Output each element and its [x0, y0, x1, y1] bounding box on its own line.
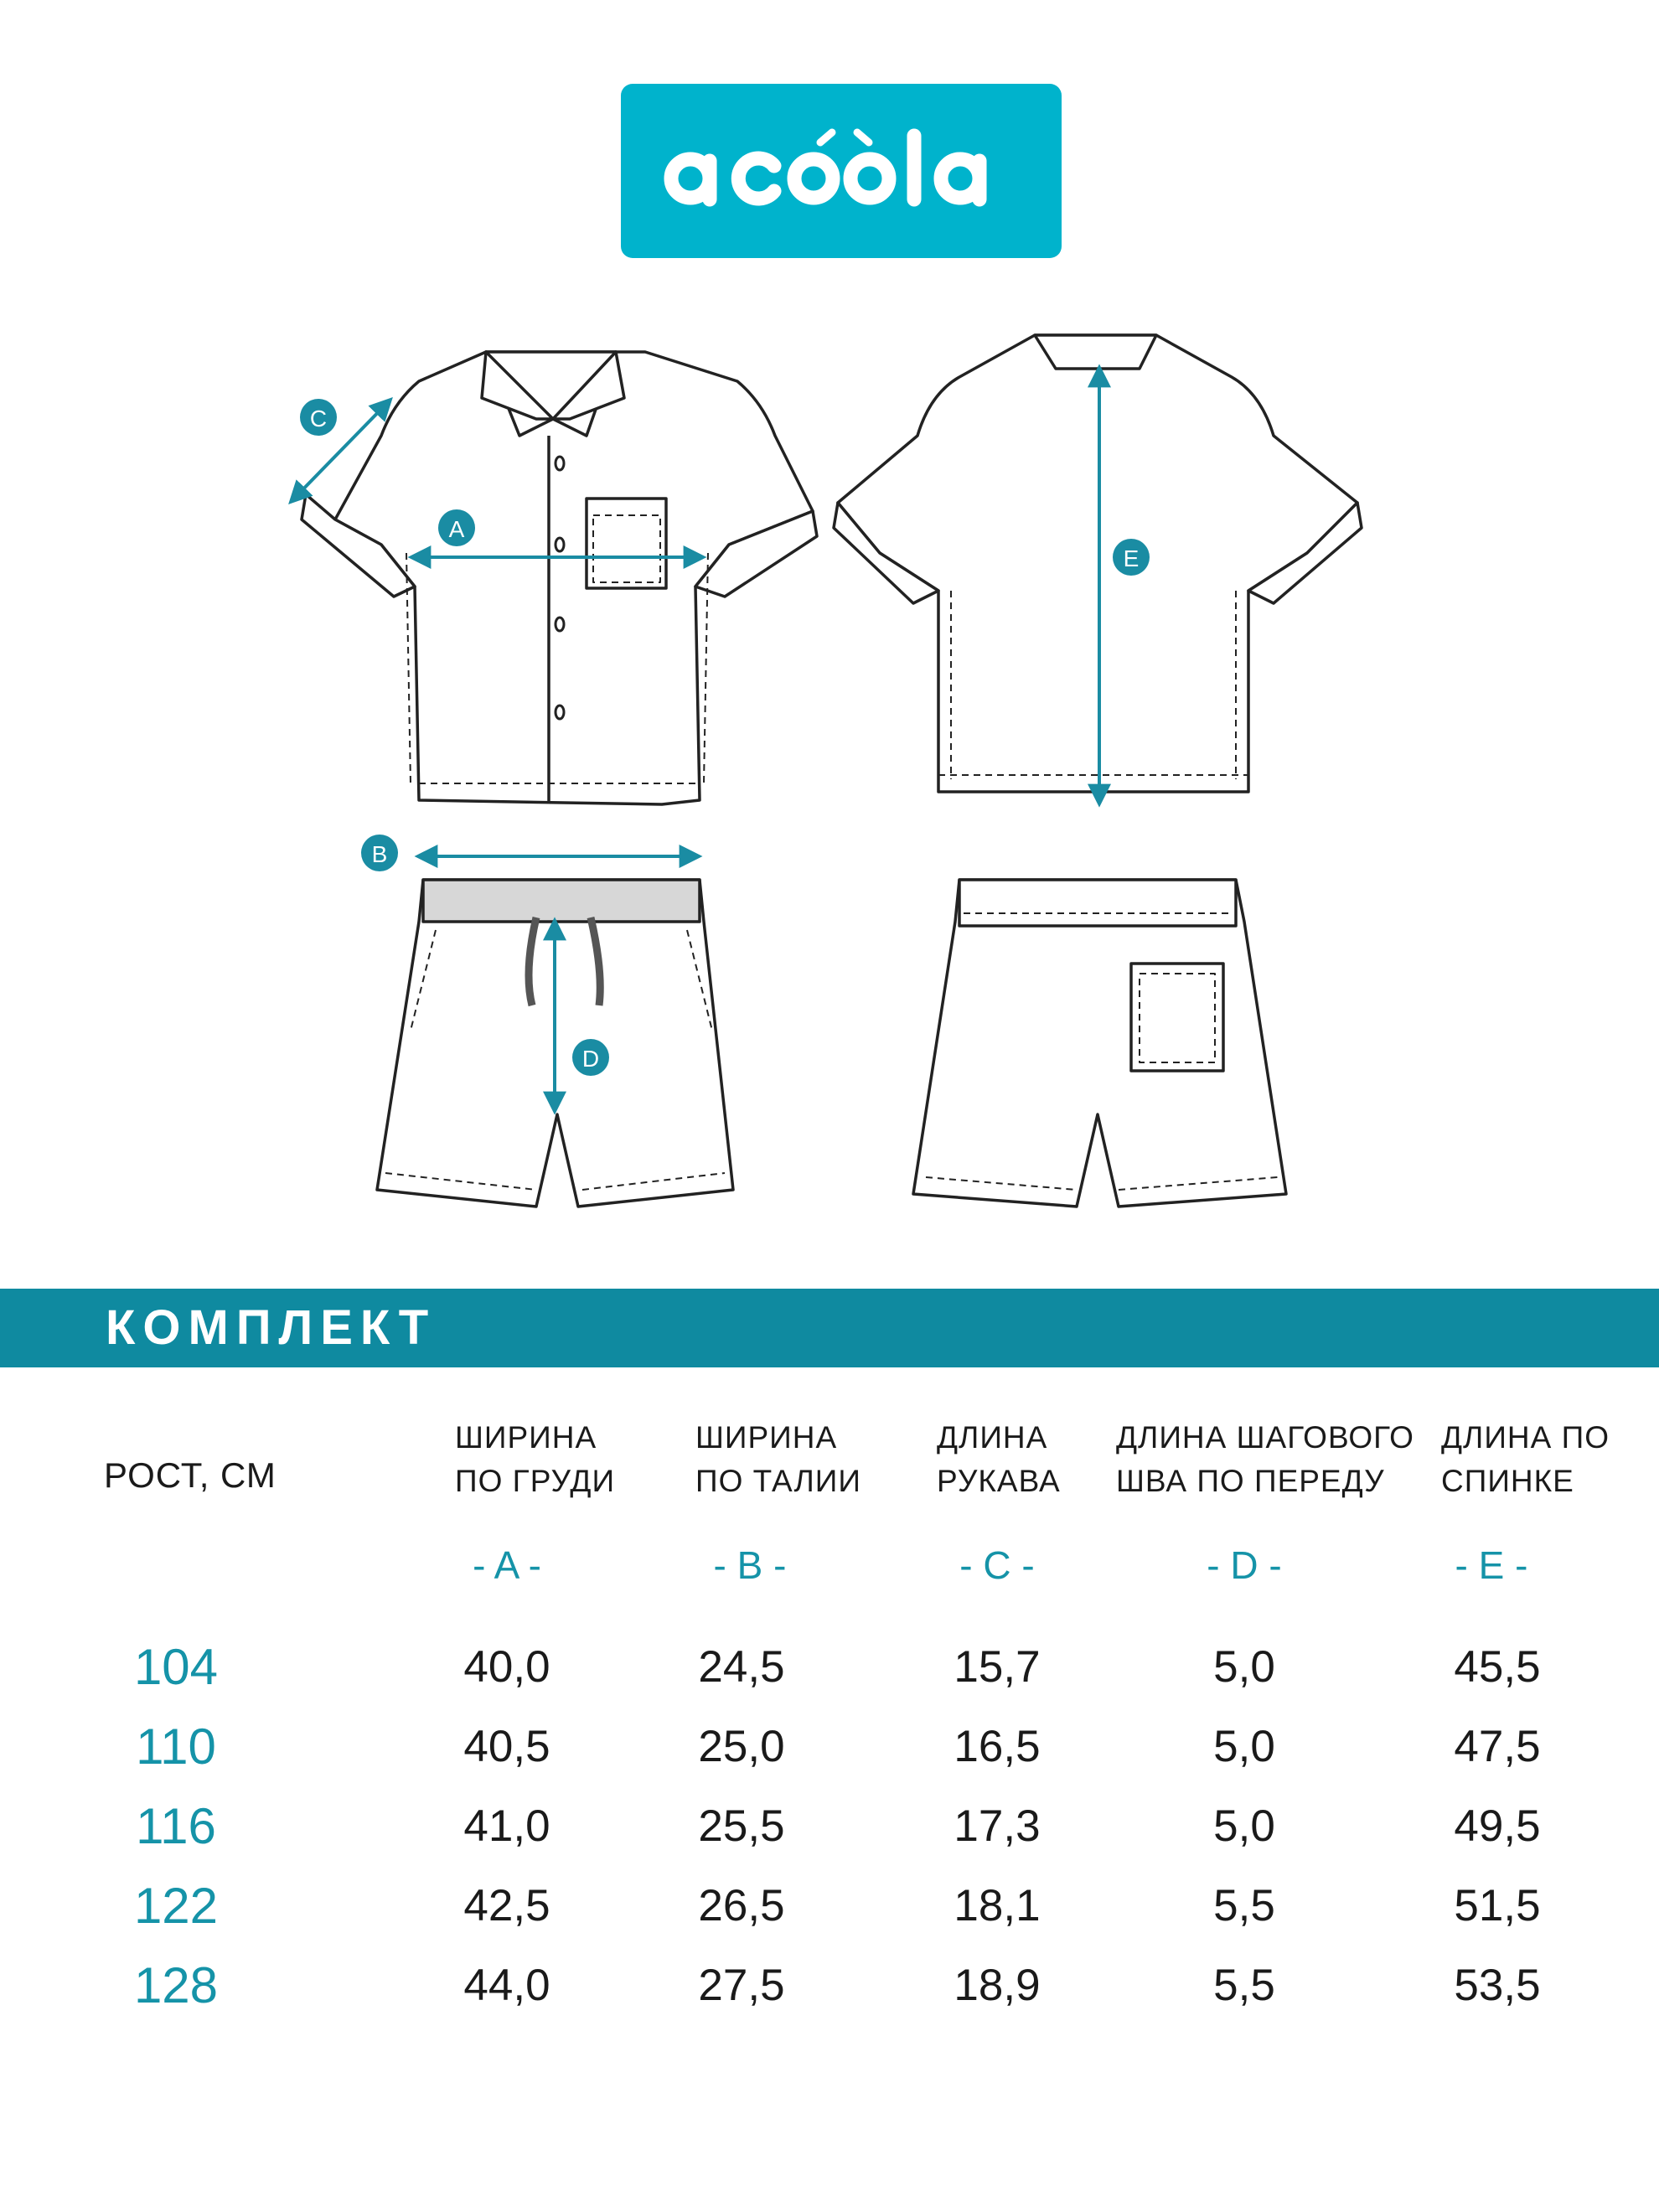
table-cell: 25,5: [698, 1801, 785, 1851]
table-cell: 40,0: [463, 1642, 550, 1692]
row-height-label: 116: [136, 1798, 216, 1854]
shirt-front: [302, 352, 817, 804]
table-cell: 42,5: [463, 1881, 550, 1930]
section-title: КОМПЛЕКТ: [106, 1300, 437, 1355]
column-code-a: - A -: [473, 1543, 541, 1587]
brand-logo-mark: [621, 84, 1062, 258]
table-cell: 15,7: [954, 1642, 1041, 1692]
row-height-label: 122: [133, 1878, 219, 1934]
column-header-a: ШИРИНА ПО ГРУДИ: [455, 1420, 616, 1498]
table-cell: 25,0: [698, 1722, 785, 1771]
table-cell: 47,5: [1454, 1722, 1541, 1771]
table-cell: 44,0: [463, 1961, 550, 2010]
column-code-d: - D -: [1207, 1543, 1282, 1587]
column-code-c: - C -: [959, 1543, 1035, 1587]
column-header-e: ДЛИНА ПО СПИНКЕ: [1441, 1420, 1610, 1498]
column-code-e: - E -: [1455, 1543, 1528, 1587]
svg-text:C: C: [309, 406, 328, 432]
svg-text:A: A: [448, 516, 465, 542]
marker-b: [361, 835, 398, 871]
row-height-label: 110: [136, 1718, 216, 1775]
table-cell: 40,5: [463, 1722, 550, 1771]
table-cell: 51,5: [1454, 1881, 1541, 1930]
row-header: РОСТ, СМ: [104, 1455, 276, 1495]
table-cell: 5,5: [1213, 1881, 1275, 1930]
table-cell: 27,5: [698, 1961, 785, 2010]
brand-logo-text: acoola: [841, 251, 844, 252]
table-cell: 5,0: [1213, 1642, 1275, 1692]
marker-e: [1113, 539, 1150, 576]
garment-diagram: [0, 302, 1659, 1240]
table-cell: 18,9: [954, 1961, 1041, 2010]
svg-text:B: B: [371, 841, 388, 867]
shorts-back: [913, 880, 1286, 1207]
row-height-label: 128: [133, 1957, 219, 2013]
table-cell: 5,5: [1213, 1961, 1275, 2010]
marker-c: [300, 399, 337, 436]
svg-text:E: E: [1123, 545, 1140, 571]
column-header-b: ШИРИНА ПО ТАЛИИ: [695, 1420, 861, 1498]
brand-logo: [621, 84, 1062, 258]
table-cell: 26,5: [698, 1881, 785, 1930]
table-cell: 24,5: [698, 1642, 785, 1692]
table-cell: 53,5: [1454, 1961, 1541, 2010]
column-header-d: ДЛИНА ШАГОВОГО ШВА ПО ПЕРЕДУ: [1116, 1420, 1414, 1498]
marker-d: [572, 1039, 609, 1076]
table-cell: 5,0: [1213, 1801, 1275, 1851]
row-height-label: 104: [133, 1639, 219, 1695]
table-cell: 17,3: [954, 1801, 1041, 1851]
table-cell: 49,5: [1454, 1801, 1541, 1851]
table-cell: 5,0: [1213, 1722, 1275, 1771]
table-cell: 41,0: [463, 1801, 550, 1851]
table-cell: 18,1: [954, 1881, 1041, 1930]
svg-text:D: D: [581, 1046, 600, 1072]
table-cell: 16,5: [954, 1722, 1041, 1771]
column-header-c: ДЛИНА РУКАВА: [937, 1420, 1061, 1498]
table-cell: 45,5: [1454, 1642, 1541, 1692]
marker-a: [438, 509, 475, 546]
column-code-b: - B -: [713, 1543, 787, 1587]
